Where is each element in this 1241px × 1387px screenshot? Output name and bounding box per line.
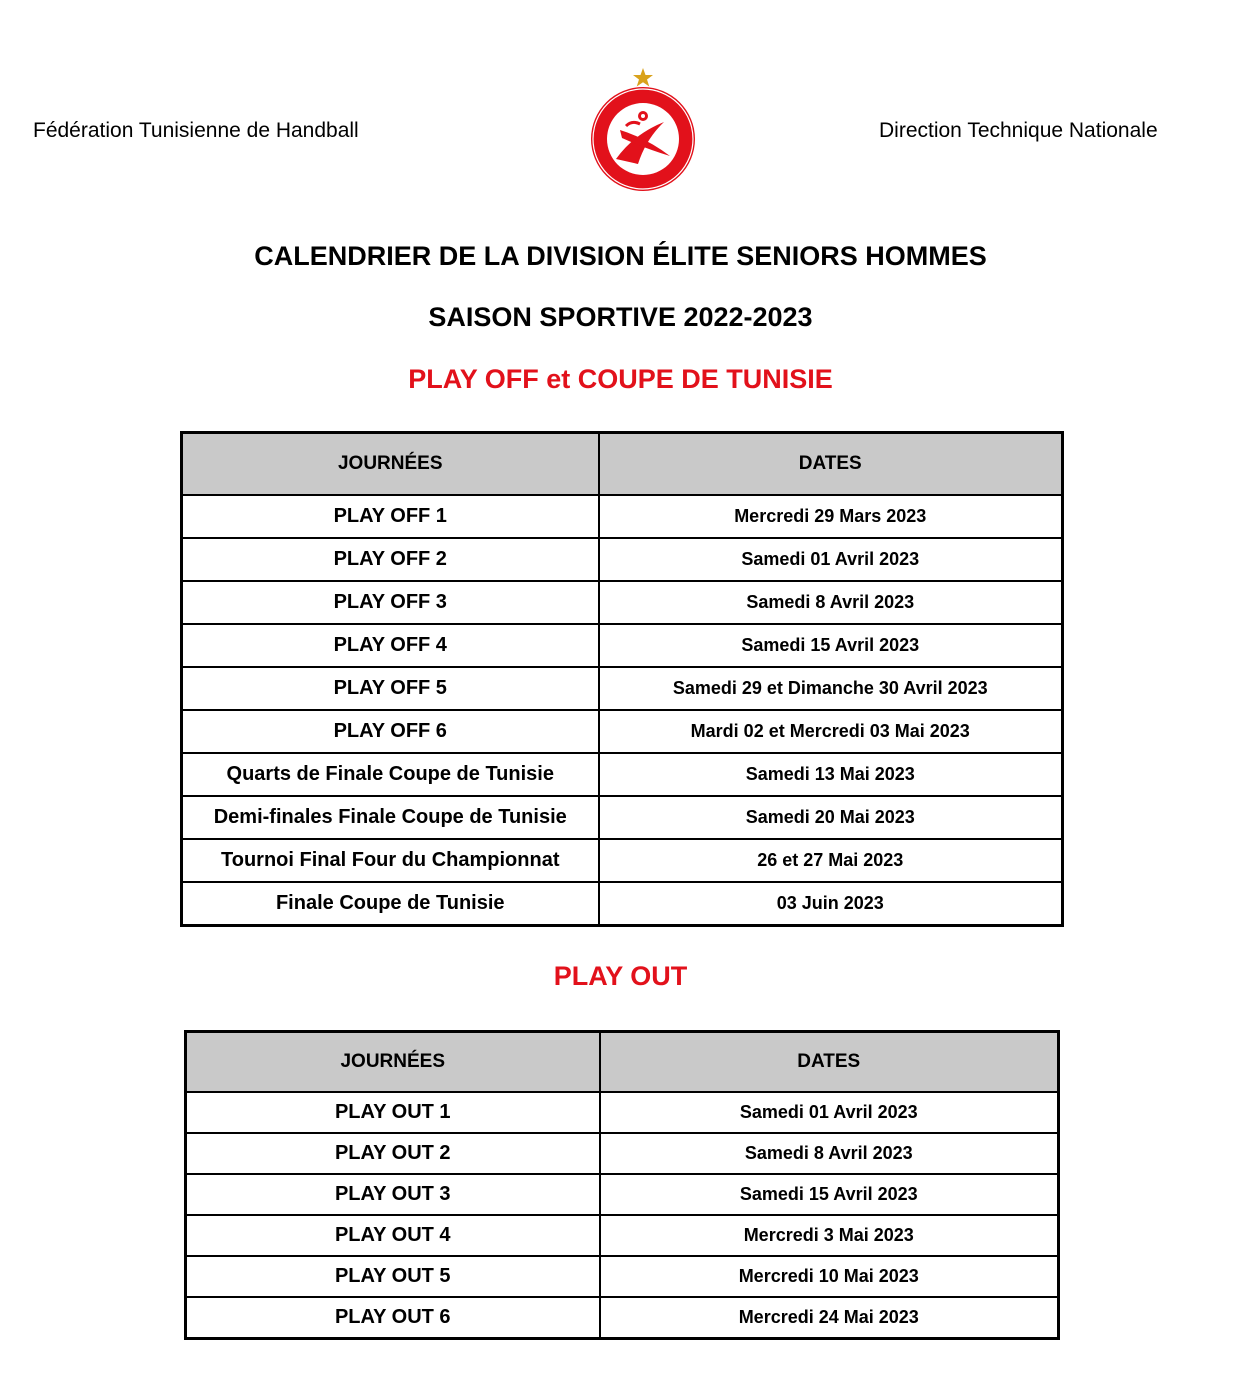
table-row — [182, 538, 1063, 581]
date-cell: Samedi 01 Avril 2023 — [599, 538, 1063, 581]
date-cell: 26 et 27 Mai 2023 — [599, 839, 1063, 882]
table-row — [186, 1133, 1059, 1174]
season-title: SAISON SPORTIVE 2022-2023 — [428, 302, 813, 332]
table-row — [182, 710, 1063, 753]
journee-cell: Tournoi Final Four du Championnat — [182, 839, 599, 882]
table-row — [182, 624, 1063, 667]
date-cell: Samedi 8 Avril 2023 — [600, 1133, 1059, 1174]
table-header-row — [182, 433, 1063, 496]
playoff-table — [180, 431, 1064, 927]
date-cell: Mercredi 3 Mai 2023 — [600, 1215, 1059, 1256]
column-header-dates: DATES — [600, 1032, 1059, 1093]
star-icon — [633, 68, 653, 87]
table-row — [182, 667, 1063, 710]
table-row — [182, 882, 1063, 926]
direction-name: Direction Technique Nationale — [879, 119, 1158, 142]
date-cell: Mercredi 10 Mai 2023 — [600, 1256, 1059, 1297]
date-cell: Samedi 01 Avril 2023 — [600, 1092, 1059, 1133]
journee-cell: PLAY OUT 6 — [186, 1297, 600, 1339]
table-row — [186, 1215, 1059, 1256]
journee-cell: PLAY OUT 3 — [186, 1174, 600, 1215]
date-cell: Samedi 15 Avril 2023 — [600, 1174, 1059, 1215]
federation-name: Fédération Tunisienne de Handball — [33, 119, 359, 142]
page-title: CALENDRIER DE LA DIVISION ÉLITE SENIORS HOMMES — [254, 241, 987, 271]
journee-cell: PLAY OFF 6 — [182, 710, 599, 753]
table-row — [182, 753, 1063, 796]
journee-cell: PLAY OFF 3 — [182, 581, 599, 624]
date-cell: Samedi 20 Mai 2023 — [599, 796, 1063, 839]
date-cell: Mercredi 24 Mai 2023 — [600, 1297, 1059, 1339]
table-header-row — [186, 1032, 1059, 1093]
column-header-dates: DATES — [599, 433, 1063, 496]
date-cell: 03 Juin 2023 — [599, 882, 1063, 926]
table-row — [186, 1297, 1059, 1339]
table-row — [186, 1174, 1059, 1215]
date-cell: Samedi 15 Avril 2023 — [599, 624, 1063, 667]
date-cell: Samedi 29 et Dimanche 30 Avril 2023 — [599, 667, 1063, 710]
table-row — [182, 796, 1063, 839]
date-cell: Samedi 13 Mai 2023 — [599, 753, 1063, 796]
federation-logo — [586, 64, 700, 194]
date-cell: Mercredi 29 Mars 2023 — [599, 495, 1063, 538]
column-header-journees: JOURNÉES — [182, 433, 599, 496]
playout-table — [184, 1030, 1060, 1340]
table-row — [186, 1256, 1059, 1297]
journee-cell: PLAY OUT 2 — [186, 1133, 600, 1174]
section-title-playout: PLAY OUT — [553, 961, 688, 991]
date-cell: Samedi 8 Avril 2023 — [599, 581, 1063, 624]
column-header-journees: JOURNÉES — [186, 1032, 600, 1093]
table-row — [182, 495, 1063, 538]
journee-cell: Demi-finales Finale Coupe de Tunisie — [182, 796, 599, 839]
journee-cell: Quarts de Finale Coupe de Tunisie — [182, 753, 599, 796]
journee-cell: PLAY OFF 4 — [182, 624, 599, 667]
table-row — [186, 1092, 1059, 1133]
journee-cell: Finale Coupe de Tunisie — [182, 882, 599, 926]
journee-cell: PLAY OFF 1 — [182, 495, 599, 538]
table-row — [182, 581, 1063, 624]
journee-cell: PLAY OUT 5 — [186, 1256, 600, 1297]
journee-cell: PLAY OUT 4 — [186, 1215, 600, 1256]
journee-cell: PLAY OUT 1 — [186, 1092, 600, 1133]
journee-cell: PLAY OFF 2 — [182, 538, 599, 581]
date-cell: Mardi 02 et Mercredi 03 Mai 2023 — [599, 710, 1063, 753]
journee-cell: PLAY OFF 5 — [182, 667, 599, 710]
section-title-playoff: PLAY OFF et COUPE DE TUNISIE — [408, 364, 833, 394]
table-row — [182, 839, 1063, 882]
